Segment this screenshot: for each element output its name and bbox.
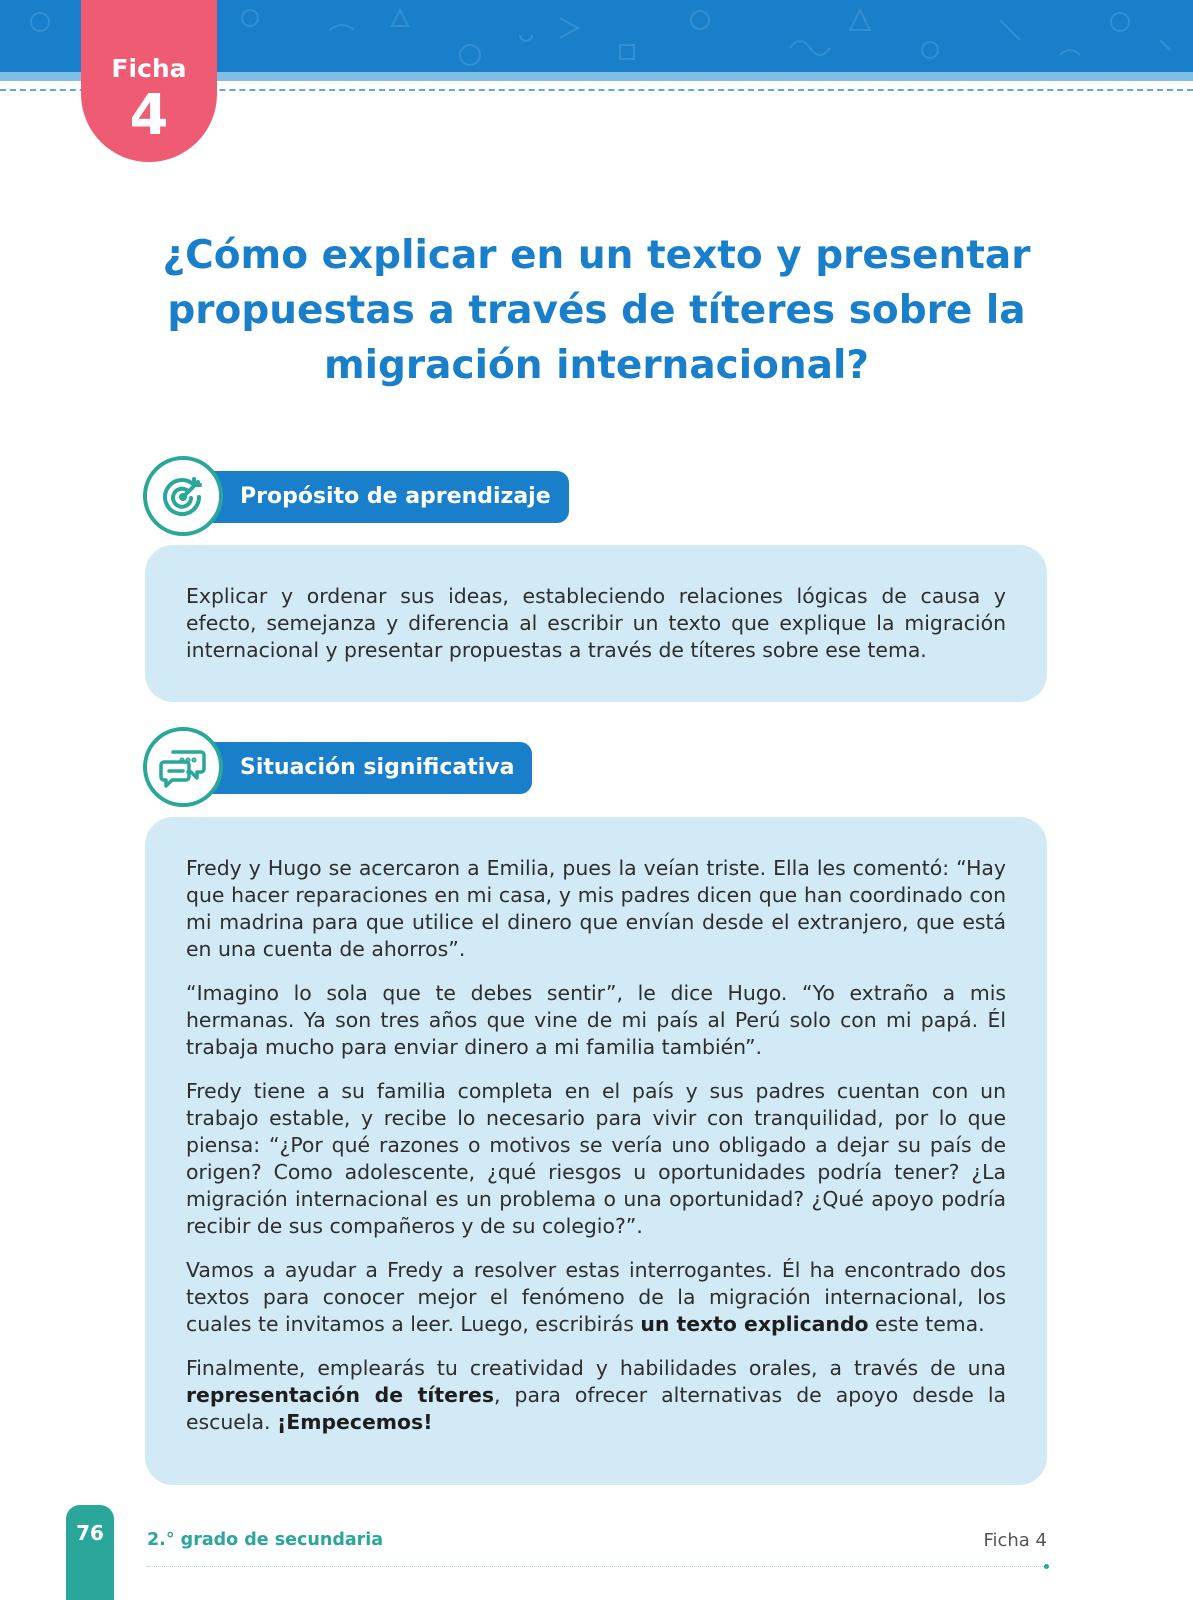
ficha-tab (81, 0, 217, 162)
situacion-paragraph-1: Fredy y Hugo se acercaron a Emilia, pues la veían triste. Ella les comentó: “Hay que hacer reparaciones en mi casa, y mis padres dicen que han coordinado con mi madrina para que utilice el dinero que envían desde el extranjero, que está en una cuenta de ahorros”. (186, 856, 1006, 961)
situacion-paragraph-4: Vamos a ayudar a Fredy a resolver estas interrogantes. Él ha encontrado dos textos para conocer mejor el fenómeno de la migración internacional, los cuales te invitamos a leer. Luego, escribirás un texto explicando este tema. (186, 1258, 1006, 1336)
title-line-2: propuestas a través de títeres sobre la (167, 288, 1026, 333)
emphasis-texto-explicando: un texto explicando (640, 1312, 869, 1336)
footer-dot (1044, 1564, 1049, 1569)
situacion-paragraph-2: “Imagino lo sola que te debes sentir”, le dice Hugo. “Yo extraño a mis hermanas. Ya son tres años que vine de mi país al Perú solo con mi papá. Él trabaja mucho para enviar dinero a mi familia también”. (186, 981, 1006, 1059)
ficha-number: 4 (129, 83, 169, 148)
emphasis-empecemos: ¡Empecemos! (276, 1410, 433, 1434)
proposito-text: Explicar y ordenar sus ideas, estableciendo relaciones lógicas de causa y efecto, semejanza y diferencia al escribir un texto que explique la migración internacional y presentar propuestas a través de títeres sobre ese tema. (186, 584, 1006, 662)
footer-ficha: Ficha 4 (983, 1530, 1047, 1551)
chat-bubbles-icon (143, 727, 223, 807)
ficha-label: Ficha (111, 54, 187, 83)
title-line-3: migración internacional? (324, 343, 869, 388)
footer-divider (147, 1566, 1047, 1567)
proposito-heading: Propósito de aprendizaje (183, 471, 569, 523)
title-line-1: ¿Cómo explicar en un texto y presentar (162, 233, 1031, 278)
grade-label: 2.° grado de secundaria (147, 1530, 384, 1550)
situacion-box (145, 817, 1047, 1485)
page-number: 76 (66, 1505, 114, 1600)
emphasis-representacion-titeres: representación de títeres (186, 1383, 495, 1407)
proposito-box (145, 545, 1047, 702)
page-title (150, 228, 1043, 393)
situacion-paragraph-3: Fredy tiene a su familia completa en el país y sus padres cuentan con un trabajo estable, y recibe lo necesario para vivir con tranquilidad, por lo que piensa: “¿Por qué razones o motivos se vería uno obligado a dejar su país de origen? Como adolescente, ¿qué riesgos u oportunidades podría tener? ¿La migración internacional es un problema o una oportunidad? ¿Qué apoyo podría recibir de sus compañeros y de su colegio?”. (186, 1079, 1006, 1238)
situacion-heading: Situación significativa (183, 742, 532, 794)
situacion-paragraph-5: Finalmente, emplearás tu creatividad y habilidades orales, a través de una representación de títeres, para ofrecer alternativas de apoyo desde la escuela. ¡Empecemos! (186, 1356, 1006, 1434)
target-icon (143, 456, 223, 536)
